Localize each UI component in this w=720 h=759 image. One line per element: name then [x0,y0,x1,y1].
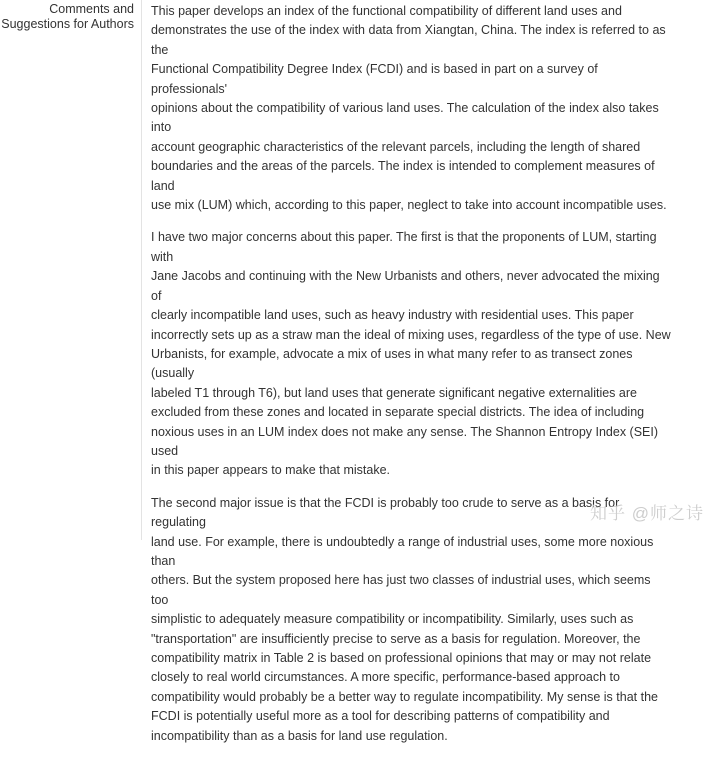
review-comments [151,2,671,759]
section-label-text: Comments and Suggestions for Authors [1,2,134,31]
column-divider [141,0,142,540]
watermark: 知乎 @师之诗 [590,504,704,523]
review-paragraph-first-concern: I have two major concerns about this paper. The first is that the proponents of LUM, starting with Jane Jacobs and continuing with the New Urbanists and others, never advocated the mixing of clearly incompatible land uses, such as heavy industry with residential uses. This paper incorrectly sets up as a straw man the ideal of mixing uses, regardless of the type of use. New Urbanists, for example, advocate a mix of uses in what many refer to as transect zones (usually labeled T1 through T6), but land uses that generate significant negative externalities are excluded from these zones and located in separate special districts. The idea of including noxious uses in an LUM index does not make any sense. The Shannon Entropy Index (SEI) used in this paper appears to make that mistake. [151,230,671,478]
review-paragraph-summary: This paper develops an index of the functional compatibility of different land uses and demonstrates the use of the index with data from Xiangtan, China. The index is referred to as the Functional Compatibility Degree Index (FCDI) and is based in part on a survey of professionals' opinions about the compatibility of various land uses. The calculation of the index also takes into account geographic characteristics of the relevant parcels, including the length of shared boundaries and the areas of the parcels. The index is intended to complement measures of land use mix (LUM) which, according to this paper, neglect to take into account incompatible uses. [151,4,667,213]
section-label [0,2,134,32]
review-paragraph-second-concern: The second major issue is that the FCDI is probably too crude to serve as a basis for regulating land use. For example, there is undoubtedly a range of industrial uses, some more noxious than others. But the system proposed here has just two classes of industrial uses, which seems too simplistic to adequately measure compatibility or incompatibility. Similarly, uses such as "transportation" are insufficiently precise to serve as a basis for regulation. Moreover, the compatibility matrix in Table 2 is based on professional opinions that may or may not relate closely to real world circumstances. A more specific, performance-based approach to compatibility would probably be a better way to regulate incompatibility. My sense is that the FCDI is potentially useful more as a tool for describing patterns of compatibility and incompatibility than as a basis for land use regulation. [151,495,658,743]
